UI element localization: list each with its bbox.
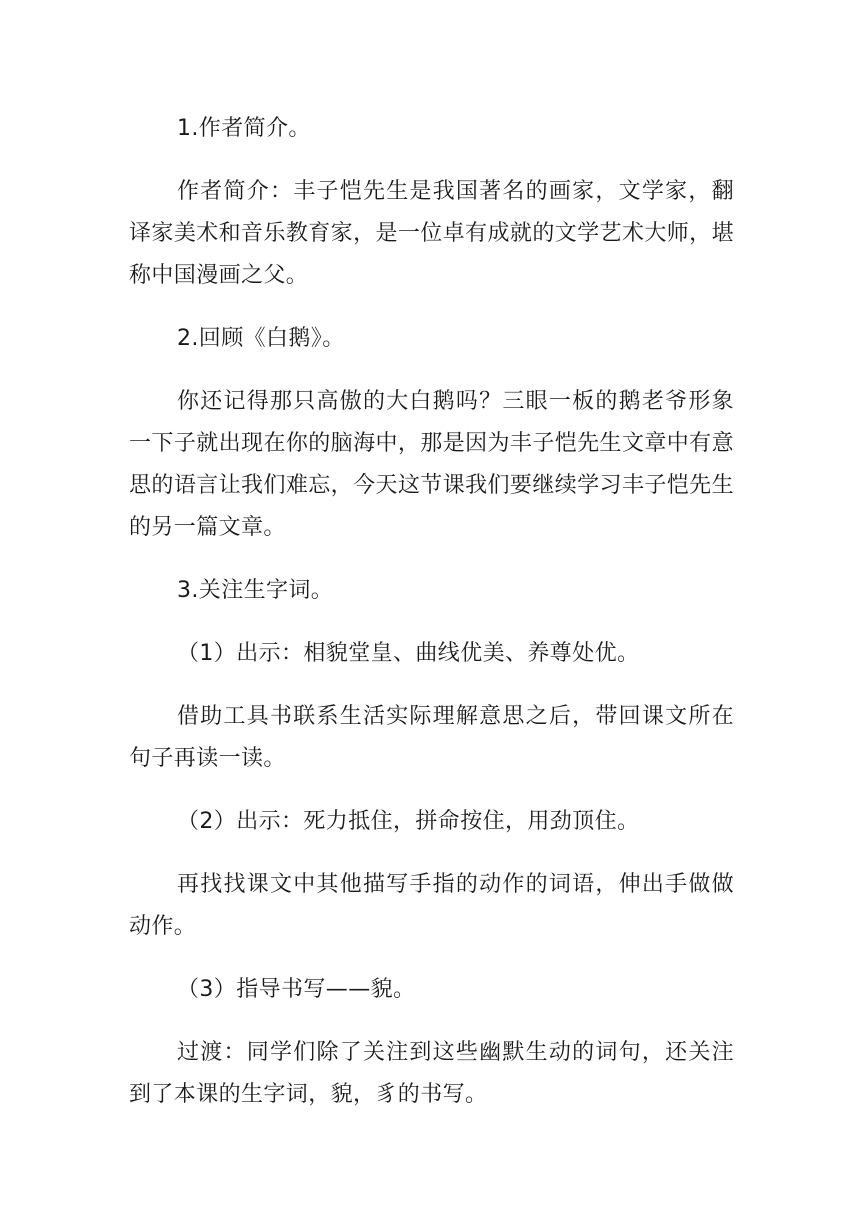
new-words-item-2: （2）出示：死力抵住，拼命按住，用劲顶住。: [177, 809, 640, 834]
author-intro-paragraph: 作者简介：丰子恺先生是我国著名的画家，文学家，翻译家美术和音乐教育家，是一位卓有成就的文学艺术大师，堪称中国漫画之父。: [129, 179, 734, 288]
new-words-instruction-2: 再找找课文中其他描写手指的动作的词语，伸出手做做动作。: [129, 872, 734, 939]
document-page: [129, 108, 734, 1137]
new-words-item-3: （3）指导书写——貌。: [177, 977, 416, 1002]
section-heading-review: 2.回顾《白鹅》。: [177, 326, 345, 351]
section-heading-author-intro: 1.作者简介。: [177, 116, 311, 141]
section-heading-new-words: 3.关注生字词。: [177, 578, 334, 603]
new-words-item-1: （1）出示：相貌堂皇、曲线优美、养尊处优。: [177, 641, 640, 666]
review-paragraph: 你还记得那只高傲的大白鹅吗？三眼一板的鹅老爷形象一下子就出现在你的脑海中，那是因为丰子恺先生文章中有意思的语言让我们难忘，今天这节课我们要继续学习丰子恺先生的另一篇文章。: [129, 389, 734, 540]
transition-paragraph: 过渡：同学们除了关注到这些幽默生动的词句，还关注到了本课的生字词，貌，豸的书写。: [129, 1040, 734, 1107]
new-words-instruction-1: 借助工具书联系生活实际理解意思之后，带回课文所在句子再读一读。: [129, 704, 734, 771]
